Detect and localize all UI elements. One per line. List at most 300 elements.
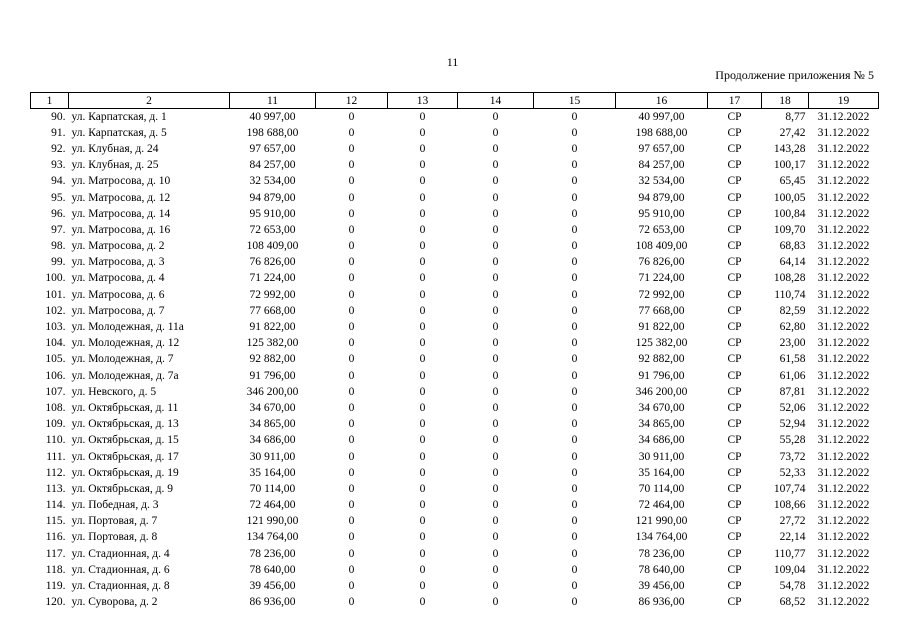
code-col-17-cell: СР xyxy=(727,321,742,334)
row-number-cell: 120. xyxy=(45,596,66,609)
table-row xyxy=(31,384,879,400)
row-number-cell: 108. xyxy=(45,401,66,414)
value-col-15-cell: 0 xyxy=(571,337,578,350)
date-col-19-cell: 31.12.2022 xyxy=(817,353,870,366)
address-cell: ул. Карпатская, д. 1 xyxy=(71,110,167,123)
value-col-12-cell: 0 xyxy=(348,321,355,334)
address-cell: ул. Октябрьская, д. 15 xyxy=(71,434,179,447)
value-col-13-cell: 0 xyxy=(419,515,426,528)
value-col-14-cell: 0 xyxy=(492,499,499,512)
value-col-13-cell: 0 xyxy=(419,159,426,172)
value-col-12-cell: 0 xyxy=(348,596,355,609)
table-row xyxy=(31,109,879,126)
value-col-12-cell: 0 xyxy=(348,466,355,479)
column-header-17: 17 xyxy=(708,93,762,109)
amount-col-16-cell: 76 826,00 xyxy=(638,256,685,269)
code-col-17-cell: СР xyxy=(727,418,742,431)
value-col-12-cell: 0 xyxy=(348,499,355,512)
amount-col-16-cell: 91 822,00 xyxy=(638,321,685,334)
amount-col-16-cell: 125 382,00 xyxy=(635,337,688,350)
table-row xyxy=(31,400,879,416)
address-cell: ул. Стадионная, д. 4 xyxy=(71,547,170,560)
value-col-14-cell: 0 xyxy=(492,240,499,253)
amount-col-16-cell: 86 936,00 xyxy=(638,596,685,609)
value-col-15-cell: 0 xyxy=(571,110,578,123)
value-col-15-cell: 0 xyxy=(571,223,578,236)
value-col-12-cell: 0 xyxy=(348,272,355,285)
value-col-14-cell: 0 xyxy=(492,288,499,301)
amount-col-16-cell: 77 668,00 xyxy=(638,304,685,317)
value-col-13-cell: 0 xyxy=(419,369,426,382)
value-col-15-cell: 0 xyxy=(571,207,578,220)
table-row xyxy=(31,417,879,433)
row-number-cell: 98. xyxy=(51,240,66,253)
code-col-17-cell: СР xyxy=(727,240,742,253)
value-col-14-cell: 0 xyxy=(492,482,499,495)
date-col-19-cell: 31.12.2022 xyxy=(817,531,870,544)
percent-col-18-cell: 65,45 xyxy=(779,175,806,188)
amount-col-11-cell: 95 910,00 xyxy=(249,207,296,220)
code-col-17-cell: СР xyxy=(727,126,742,139)
address-cell: ул. Октябрьская, д. 13 xyxy=(71,418,179,431)
value-col-13-cell: 0 xyxy=(419,126,426,139)
value-col-13-cell: 0 xyxy=(419,482,426,495)
percent-col-18-cell: 110,74 xyxy=(774,288,806,301)
column-header-15: 15 xyxy=(534,93,616,109)
table-row xyxy=(31,141,879,157)
date-col-19-cell: 31.12.2022 xyxy=(817,337,870,350)
column-header-12: 12 xyxy=(316,93,388,109)
value-col-12-cell: 0 xyxy=(348,531,355,544)
amount-col-16-cell: 108 409,00 xyxy=(635,240,688,253)
value-col-15-cell: 0 xyxy=(571,353,578,366)
value-col-12-cell: 0 xyxy=(348,482,355,495)
value-col-14-cell: 0 xyxy=(492,191,499,204)
value-col-13-cell: 0 xyxy=(419,223,426,236)
amount-col-11-cell: 72 464,00 xyxy=(249,499,296,512)
value-col-15-cell: 0 xyxy=(571,288,578,301)
percent-col-18-cell: 62,80 xyxy=(779,321,806,334)
percent-col-18-cell: 108,28 xyxy=(773,272,806,285)
amount-col-16-cell: 92 882,00 xyxy=(638,353,685,366)
row-number-cell: 90. xyxy=(51,110,66,123)
row-number-cell: 102. xyxy=(45,304,66,317)
code-col-17-cell: СР xyxy=(727,482,742,495)
amount-col-11-cell: 125 382,00 xyxy=(246,337,299,350)
date-col-19-cell: 31.12.2022 xyxy=(817,207,870,220)
value-col-15-cell: 0 xyxy=(571,466,578,479)
percent-col-18-cell: 110,77 xyxy=(774,547,806,560)
address-cell: ул. Молодежная, д. 12 xyxy=(71,337,180,350)
page-number: 11 xyxy=(446,55,459,69)
amount-col-11-cell: 40 997,00 xyxy=(249,110,296,123)
code-col-17-cell: СР xyxy=(727,175,742,188)
value-col-15-cell: 0 xyxy=(571,499,578,512)
date-col-19-cell: 31.12.2022 xyxy=(817,321,870,334)
percent-col-18-cell: 100,05 xyxy=(773,191,806,204)
code-col-17-cell: СР xyxy=(727,159,742,172)
value-col-13-cell: 0 xyxy=(419,110,426,123)
row-number-cell: 95. xyxy=(51,191,66,204)
value-col-13-cell: 0 xyxy=(419,547,426,560)
value-col-13-cell: 0 xyxy=(419,466,426,479)
amount-col-16-cell: 35 164,00 xyxy=(638,466,685,479)
value-col-13-cell: 0 xyxy=(419,353,426,366)
date-col-19-cell: 31.12.2022 xyxy=(817,159,870,172)
value-col-15-cell: 0 xyxy=(571,385,578,398)
code-col-17-cell: СР xyxy=(727,110,742,123)
address-cell: ул. Победная, д. 3 xyxy=(71,499,159,512)
value-col-14-cell: 0 xyxy=(492,126,499,139)
value-col-13-cell: 0 xyxy=(419,385,426,398)
value-col-14-cell: 0 xyxy=(492,142,499,155)
value-col-14-cell: 0 xyxy=(492,596,499,609)
row-number-cell: 116. xyxy=(45,531,66,544)
value-col-14-cell: 0 xyxy=(492,434,499,447)
amount-col-11-cell: 97 657,00 xyxy=(249,142,296,155)
amount-col-11-cell: 346 200,00 xyxy=(246,385,299,398)
address-cell: ул. Матросова, д. 7 xyxy=(71,304,165,317)
date-col-19-cell: 31.12.2022 xyxy=(817,515,870,528)
amount-col-11-cell: 30 911,00 xyxy=(249,450,296,463)
value-col-14-cell: 0 xyxy=(492,450,499,463)
value-col-15-cell: 0 xyxy=(571,450,578,463)
code-col-17-cell: СР xyxy=(727,191,742,204)
table-row xyxy=(31,562,879,578)
percent-col-18-cell: 27,72 xyxy=(779,515,806,528)
code-col-17-cell: СР xyxy=(727,207,742,220)
date-col-19-cell: 31.12.2022 xyxy=(817,547,870,560)
value-col-15-cell: 0 xyxy=(571,563,578,576)
value-col-15-cell: 0 xyxy=(571,580,578,593)
amount-col-11-cell: 84 257,00 xyxy=(249,159,296,172)
code-col-17-cell: СР xyxy=(727,531,742,544)
row-number-cell: 113. xyxy=(45,482,66,495)
value-col-14-cell: 0 xyxy=(492,321,499,334)
value-col-13-cell: 0 xyxy=(419,272,426,285)
table-row xyxy=(31,222,879,238)
value-col-12-cell: 0 xyxy=(348,434,355,447)
address-cell: ул. Стадионная, д. 6 xyxy=(71,563,170,576)
row-number-cell: 111. xyxy=(46,450,66,463)
table-row xyxy=(31,352,879,368)
amount-col-16-cell: 134 764,00 xyxy=(635,531,688,544)
address-cell: ул. Невского, д. 5 xyxy=(71,385,157,398)
table-row xyxy=(31,465,879,481)
value-col-12-cell: 0 xyxy=(348,580,355,593)
code-col-17-cell: СР xyxy=(727,515,742,528)
address-cell: ул. Карпатская, д. 5 xyxy=(71,126,167,139)
value-col-12-cell: 0 xyxy=(348,304,355,317)
data-table xyxy=(30,92,879,611)
percent-col-18-cell: 107,74 xyxy=(773,482,806,495)
percent-col-18-cell: 143,28 xyxy=(773,142,806,155)
amount-col-11-cell: 77 668,00 xyxy=(249,304,296,317)
row-number-cell: 118. xyxy=(45,563,66,576)
date-col-19-cell: 31.12.2022 xyxy=(817,191,870,204)
value-col-12-cell: 0 xyxy=(348,515,355,528)
value-col-12-cell: 0 xyxy=(348,418,355,431)
value-col-13-cell: 0 xyxy=(419,531,426,544)
value-col-13-cell: 0 xyxy=(419,191,426,204)
amount-col-16-cell: 346 200,00 xyxy=(635,385,688,398)
date-col-19-cell: 31.12.2022 xyxy=(817,482,870,495)
value-col-14-cell: 0 xyxy=(492,207,499,220)
amount-col-16-cell: 34 865,00 xyxy=(638,418,685,431)
table-row xyxy=(31,481,879,497)
date-col-19-cell: 31.12.2022 xyxy=(817,142,870,155)
address-cell: ул. Матросова, д. 2 xyxy=(71,240,165,253)
table-row xyxy=(31,578,879,594)
amount-col-16-cell: 121 990,00 xyxy=(635,515,688,528)
value-col-14-cell: 0 xyxy=(492,256,499,269)
percent-col-18-cell: 82,59 xyxy=(779,304,806,317)
value-col-12-cell: 0 xyxy=(348,207,355,220)
column-header-16: 16 xyxy=(616,93,708,109)
address-cell: ул. Суворова, д. 2 xyxy=(71,596,158,609)
table-row xyxy=(31,125,879,141)
column-header-11: 11 xyxy=(230,93,316,109)
amount-col-16-cell: 39 456,00 xyxy=(638,580,685,593)
table-row xyxy=(31,287,879,303)
value-col-12-cell: 0 xyxy=(348,240,355,253)
amount-col-16-cell: 78 236,00 xyxy=(638,547,685,560)
amount-col-11-cell: 72 653,00 xyxy=(249,223,296,236)
row-number-cell: 109. xyxy=(45,418,66,431)
date-col-19-cell: 31.12.2022 xyxy=(817,466,870,479)
value-col-13-cell: 0 xyxy=(419,401,426,414)
row-number-cell: 119. xyxy=(45,580,66,593)
value-col-15-cell: 0 xyxy=(571,515,578,528)
date-col-19-cell: 31.12.2022 xyxy=(817,272,870,285)
value-col-14-cell: 0 xyxy=(492,337,499,350)
code-col-17-cell: СР xyxy=(727,256,742,269)
row-number-cell: 115. xyxy=(45,515,66,528)
value-col-12-cell: 0 xyxy=(348,288,355,301)
value-col-13-cell: 0 xyxy=(419,175,426,188)
value-col-14-cell: 0 xyxy=(492,401,499,414)
column-header-13: 13 xyxy=(388,93,458,109)
value-col-14-cell: 0 xyxy=(492,110,499,123)
value-col-15-cell: 0 xyxy=(571,531,578,544)
value-col-14-cell: 0 xyxy=(492,418,499,431)
column-header-19: 19 xyxy=(809,93,879,109)
date-col-19-cell: 31.12.2022 xyxy=(817,369,870,382)
value-col-12-cell: 0 xyxy=(348,110,355,123)
amount-col-16-cell: 70 114,00 xyxy=(638,482,685,495)
value-col-15-cell: 0 xyxy=(571,159,578,172)
amount-col-16-cell: 71 224,00 xyxy=(638,272,685,285)
date-col-19-cell: 31.12.2022 xyxy=(817,434,870,447)
amount-col-11-cell: 35 164,00 xyxy=(249,466,296,479)
table-row xyxy=(31,514,879,530)
date-col-19-cell: 31.12.2022 xyxy=(817,110,870,123)
date-col-19-cell: 31.12.2022 xyxy=(817,450,870,463)
column-header-2: 2 xyxy=(69,93,230,109)
address-cell: ул. Матросова, д. 4 xyxy=(71,272,165,285)
value-col-15-cell: 0 xyxy=(571,482,578,495)
value-col-15-cell: 0 xyxy=(571,240,578,253)
amount-col-16-cell: 97 657,00 xyxy=(638,142,685,155)
row-number-cell: 110. xyxy=(45,434,66,447)
column-header-14: 14 xyxy=(458,93,534,109)
value-col-13-cell: 0 xyxy=(419,256,426,269)
address-cell: ул. Клубная, д. 24 xyxy=(71,142,159,155)
value-col-13-cell: 0 xyxy=(419,563,426,576)
percent-col-18-cell: 109,04 xyxy=(773,563,806,576)
table-row xyxy=(31,271,879,287)
date-col-19-cell: 31.12.2022 xyxy=(817,563,870,576)
value-col-13-cell: 0 xyxy=(419,434,426,447)
table-row xyxy=(31,449,879,465)
value-col-15-cell: 0 xyxy=(571,434,578,447)
row-number-cell: 103. xyxy=(45,321,66,334)
address-cell: ул. Октябрьская, д. 19 xyxy=(71,466,179,479)
code-col-17-cell: СР xyxy=(727,466,742,479)
table-header xyxy=(31,93,879,109)
percent-col-18-cell: 68,83 xyxy=(779,240,806,253)
value-col-12-cell: 0 xyxy=(348,369,355,382)
value-col-12-cell: 0 xyxy=(348,223,355,236)
amount-col-16-cell: 78 640,00 xyxy=(638,563,685,576)
value-col-13-cell: 0 xyxy=(419,337,426,350)
percent-col-18-cell: 52,33 xyxy=(779,466,806,479)
table-row xyxy=(31,158,879,174)
table-row xyxy=(31,595,879,611)
value-col-13-cell: 0 xyxy=(419,596,426,609)
code-col-17-cell: СР xyxy=(727,547,742,560)
row-number-cell: 107. xyxy=(45,385,66,398)
amount-col-11-cell: 78 236,00 xyxy=(249,547,296,560)
value-col-14-cell: 0 xyxy=(492,531,499,544)
code-col-17-cell: СР xyxy=(727,434,742,447)
amount-col-11-cell: 121 990,00 xyxy=(246,515,299,528)
percent-col-18-cell: 54,78 xyxy=(779,580,806,593)
value-col-14-cell: 0 xyxy=(492,175,499,188)
amount-col-11-cell: 34 686,00 xyxy=(249,434,296,447)
date-col-19-cell: 31.12.2022 xyxy=(817,240,870,253)
value-col-14-cell: 0 xyxy=(492,466,499,479)
code-col-17-cell: СР xyxy=(727,304,742,317)
value-col-15-cell: 0 xyxy=(571,321,578,334)
amount-col-16-cell: 34 670,00 xyxy=(638,401,685,414)
value-col-12-cell: 0 xyxy=(348,450,355,463)
value-col-15-cell: 0 xyxy=(571,256,578,269)
address-cell: ул. Матросова, д. 6 xyxy=(71,288,165,301)
value-col-14-cell: 0 xyxy=(492,369,499,382)
percent-col-18-cell: 8,77 xyxy=(785,110,806,123)
amount-col-11-cell: 34 865,00 xyxy=(249,418,296,431)
table-row xyxy=(31,336,879,352)
address-cell: ул. Молодежная, д. 7 xyxy=(71,353,174,366)
value-col-15-cell: 0 xyxy=(571,418,578,431)
percent-col-18-cell: 87,81 xyxy=(779,385,806,398)
row-number-cell: 104. xyxy=(45,337,66,350)
value-col-12-cell: 0 xyxy=(348,191,355,204)
amount-col-16-cell: 72 653,00 xyxy=(638,223,685,236)
address-cell: ул. Стадионная, д. 8 xyxy=(71,580,170,593)
value-col-12-cell: 0 xyxy=(348,159,355,172)
code-col-17-cell: СР xyxy=(727,401,742,414)
amount-col-11-cell: 39 456,00 xyxy=(249,580,296,593)
value-col-12-cell: 0 xyxy=(348,401,355,414)
row-number-cell: 101. xyxy=(45,288,66,301)
amount-col-16-cell: 72 464,00 xyxy=(638,499,685,512)
amount-col-11-cell: 134 764,00 xyxy=(246,531,299,544)
amount-col-16-cell: 95 910,00 xyxy=(638,207,685,220)
amount-col-11-cell: 32 534,00 xyxy=(249,175,296,188)
date-col-19-cell: 31.12.2022 xyxy=(817,175,870,188)
value-col-14-cell: 0 xyxy=(492,353,499,366)
percent-col-18-cell: 100,84 xyxy=(773,207,806,220)
amount-col-11-cell: 91 822,00 xyxy=(249,321,296,334)
amount-col-16-cell: 91 796,00 xyxy=(638,369,685,382)
value-col-12-cell: 0 xyxy=(348,353,355,366)
value-col-14-cell: 0 xyxy=(492,223,499,236)
date-col-19-cell: 31.12.2022 xyxy=(817,385,870,398)
value-col-15-cell: 0 xyxy=(571,596,578,609)
value-col-12-cell: 0 xyxy=(348,337,355,350)
row-number-cell: 106. xyxy=(45,369,66,382)
date-col-19-cell: 31.12.2022 xyxy=(817,596,870,609)
address-cell: ул. Клубная, д. 25 xyxy=(71,159,159,172)
amount-col-11-cell: 86 936,00 xyxy=(249,596,296,609)
date-col-19-cell: 31.12.2022 xyxy=(817,499,870,512)
value-col-14-cell: 0 xyxy=(492,547,499,560)
code-col-17-cell: СР xyxy=(727,450,742,463)
percent-col-18-cell: 108,66 xyxy=(773,499,806,512)
amount-col-16-cell: 40 997,00 xyxy=(638,110,685,123)
table-row xyxy=(31,206,879,222)
percent-col-18-cell: 61,06 xyxy=(779,369,806,382)
value-col-13-cell: 0 xyxy=(419,450,426,463)
amount-col-11-cell: 91 796,00 xyxy=(249,369,296,382)
table-row xyxy=(31,255,879,271)
amount-col-16-cell: 34 686,00 xyxy=(638,434,685,447)
table-row xyxy=(31,368,879,384)
table-row xyxy=(31,239,879,255)
amount-col-11-cell: 76 826,00 xyxy=(249,256,296,269)
header-row xyxy=(31,93,879,109)
value-col-14-cell: 0 xyxy=(492,563,499,576)
row-number-cell: 97. xyxy=(51,223,66,236)
date-col-19-cell: 31.12.2022 xyxy=(817,223,870,236)
row-number-cell: 100. xyxy=(45,272,66,285)
table-row xyxy=(31,546,879,562)
percent-col-18-cell: 23,00 xyxy=(779,337,806,350)
address-cell: ул. Портовая, д. 8 xyxy=(71,531,158,544)
percent-col-18-cell: 52,06 xyxy=(779,401,806,414)
code-col-17-cell: СР xyxy=(727,563,742,576)
code-col-17-cell: СР xyxy=(727,596,742,609)
row-number-cell: 105. xyxy=(45,353,66,366)
table-row xyxy=(31,174,879,190)
row-number-cell: 112. xyxy=(45,466,66,479)
address-cell: ул. Матросова, д. 3 xyxy=(71,256,165,269)
table-body xyxy=(31,109,879,611)
row-number-cell: 94. xyxy=(51,175,66,188)
address-cell: ул. Матросова, д. 10 xyxy=(71,175,171,188)
code-col-17-cell: СР xyxy=(727,223,742,236)
amount-col-11-cell: 70 114,00 xyxy=(249,482,296,495)
code-col-17-cell: СР xyxy=(727,337,742,350)
value-col-14-cell: 0 xyxy=(492,272,499,285)
date-col-19-cell: 31.12.2022 xyxy=(817,126,870,139)
value-col-15-cell: 0 xyxy=(571,401,578,414)
address-cell: ул. Матросова, д. 14 xyxy=(71,207,171,220)
address-cell: ул. Молодежная, д. 11а xyxy=(71,321,184,334)
value-col-15-cell: 0 xyxy=(571,142,578,155)
